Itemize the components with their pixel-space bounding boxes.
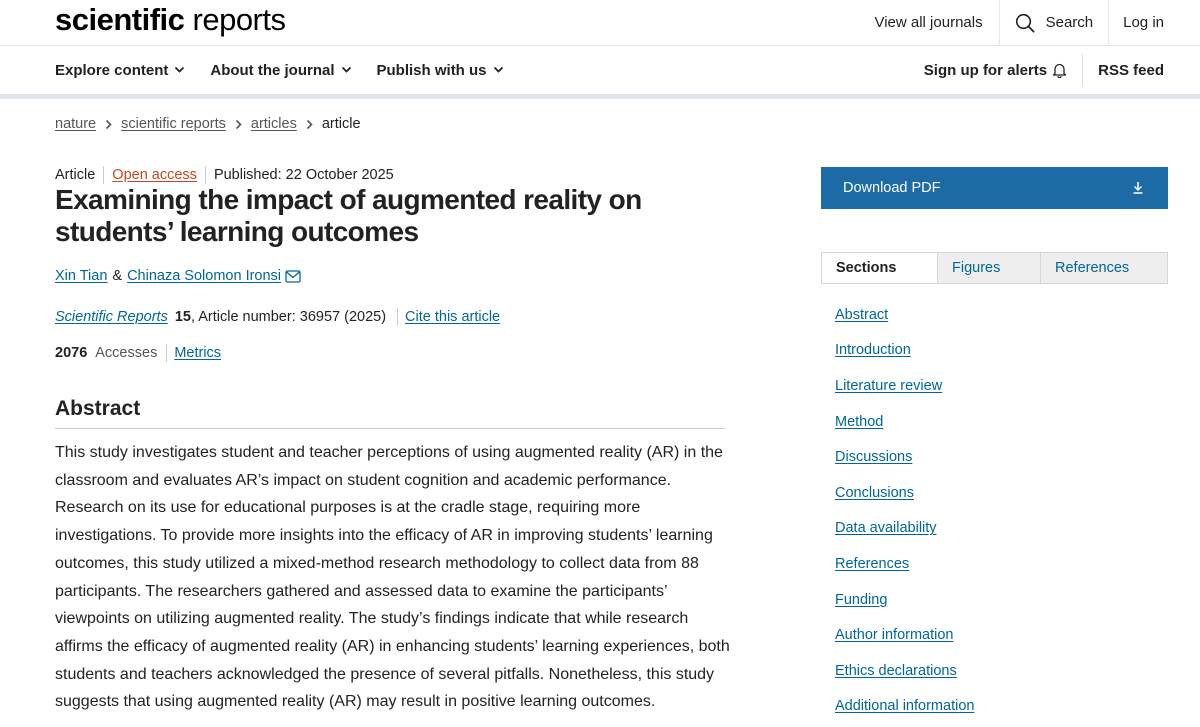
logo-word-light: reports bbox=[192, 2, 286, 37]
list-item bbox=[835, 404, 974, 440]
metrics-link[interactable]: Metrics bbox=[174, 345, 222, 361]
section-link-method[interactable]: Method bbox=[835, 413, 884, 430]
logo-word-bold: scientific bbox=[55, 2, 185, 37]
breadcrumb-current: article bbox=[321, 116, 361, 132]
journal-link[interactable]: Scientific Reports bbox=[55, 309, 168, 325]
rss-feed-link[interactable]: RSS feed bbox=[1082, 53, 1200, 87]
nav-explore-content-label: Explore content bbox=[55, 61, 169, 79]
section-link-data-availability[interactable]: Data availability bbox=[835, 520, 937, 537]
list-item bbox=[835, 475, 974, 511]
section-link-introduction[interactable]: Introduction bbox=[835, 342, 911, 359]
section-link-abstract[interactable]: Abstract bbox=[835, 306, 889, 323]
login-link[interactable]: Log in bbox=[1108, 0, 1200, 45]
tab-figures[interactable]: Figures bbox=[937, 253, 1040, 283]
bell-icon bbox=[1052, 62, 1067, 78]
envelope-icon[interactable] bbox=[285, 270, 301, 283]
nav-publish-with-us[interactable] bbox=[377, 62, 504, 79]
citation-divider bbox=[397, 308, 398, 326]
abstract-text: This study investigates student and teacher perceptions of using augmented reality (AR) in the classroom and evaluates AR’s impact on student cognition and academic performance. Research on its use for educational purposes is at the cradle stage, requiring more investigations. To provide more insights into the efficacy of AR in improving students’ learning outcomes, this study utilized a mixed-method research methodology to collect data from 88 participants. The researchers gathered and assessed data to examine the participants’ viewpoints on utilizing augmented reality. The study’s findings indicate that while research affirms the efficacy of augmented reality (AR) in enhancing students’ learning experiences, both students and teachers acknowledged the presence of several pitfalls. Nonetheless, this study suggests that using augmented reality (AR) may result in positive learning outcomes. bbox=[55, 444, 730, 711]
breadcrumb-nature[interactable]: nature bbox=[55, 116, 97, 132]
article-title: Examining the impact of augmented reality on students’ learning outcomes bbox=[55, 184, 642, 247]
metrics-divider bbox=[166, 344, 167, 362]
published-date: Published: 22 October 2025 bbox=[213, 167, 394, 183]
download-pdf-label: Download PDF bbox=[843, 180, 941, 196]
nav-divider bbox=[0, 94, 1200, 99]
section-link-funding[interactable]: Funding bbox=[835, 591, 888, 608]
author-separator: & bbox=[112, 268, 123, 284]
header-actions bbox=[856, 0, 1200, 45]
article-type: Article bbox=[55, 167, 96, 183]
list-item bbox=[835, 617, 974, 653]
search-button[interactable] bbox=[999, 0, 1109, 45]
chevron-right-icon bbox=[235, 119, 242, 130]
section-link-literature-review[interactable]: Literature review bbox=[835, 377, 943, 394]
breadcrumb-scientific-reports[interactable]: scientific reports bbox=[121, 116, 226, 132]
list-item bbox=[835, 653, 974, 689]
accesses-label: Accesses bbox=[95, 345, 158, 361]
article-number: , Article number: 36957 (2025) bbox=[190, 309, 387, 325]
list-item bbox=[835, 546, 974, 582]
breadcrumb bbox=[55, 116, 361, 132]
section-link-discussions[interactable]: Discussions bbox=[835, 449, 913, 466]
site-header bbox=[0, 0, 1200, 46]
abstract-heading: Abstract bbox=[55, 397, 725, 429]
view-all-journals-link[interactable]: View all journals bbox=[874, 14, 983, 31]
meta-divider bbox=[103, 166, 104, 184]
list-item bbox=[835, 439, 974, 475]
article-metrics bbox=[55, 344, 221, 362]
author-link[interactable]: Chinaza Solomon Ironsi bbox=[127, 268, 282, 284]
chevron-right-icon bbox=[306, 119, 313, 130]
list-item bbox=[835, 582, 974, 618]
tab-sections[interactable]: Sections bbox=[822, 253, 937, 283]
section-link-conclusions[interactable]: Conclusions bbox=[835, 484, 914, 501]
sidebar-tabs bbox=[821, 252, 1168, 284]
nav-explore-content[interactable] bbox=[55, 62, 185, 79]
nav-publish-with-us-label: Publish with us bbox=[376, 61, 487, 79]
download-icon bbox=[1132, 180, 1144, 195]
alerts-label: Sign up for alerts bbox=[923, 61, 1048, 79]
sign-up-alerts-button[interactable] bbox=[924, 53, 1082, 87]
author-list bbox=[55, 268, 301, 284]
chevron-down-icon bbox=[174, 66, 185, 74]
list-item bbox=[835, 689, 974, 725]
author-link[interactable]: Xin Tian bbox=[55, 268, 108, 284]
cite-this-article-link[interactable]: Cite this article bbox=[405, 309, 501, 325]
citation-line bbox=[55, 308, 500, 326]
journal-logo[interactable] bbox=[55, 3, 286, 37]
tab-references[interactable]: References bbox=[1040, 253, 1167, 283]
section-link-author-information[interactable]: Author information bbox=[835, 627, 954, 644]
list-item bbox=[835, 297, 974, 333]
list-item bbox=[835, 333, 974, 369]
volume-number: 15 bbox=[174, 309, 191, 325]
list-item bbox=[835, 511, 974, 547]
main-nav bbox=[0, 46, 1200, 94]
search-label: Search bbox=[1045, 14, 1094, 31]
breadcrumb-articles[interactable]: articles bbox=[250, 116, 297, 132]
section-link-ethics-declarations[interactable]: Ethics declarations bbox=[835, 662, 957, 679]
list-item bbox=[835, 368, 974, 404]
article-meta bbox=[55, 166, 394, 184]
chevron-down-icon bbox=[493, 66, 504, 74]
section-list bbox=[835, 297, 974, 724]
search-icon bbox=[1015, 13, 1035, 33]
section-link-additional-information[interactable]: Additional information bbox=[835, 698, 975, 715]
chevron-down-icon bbox=[341, 66, 352, 74]
section-link-references[interactable]: References bbox=[835, 555, 910, 572]
nav-about-journal[interactable] bbox=[210, 62, 351, 79]
nav-about-journal-label: About the journal bbox=[210, 61, 335, 79]
chevron-right-icon bbox=[105, 119, 112, 130]
meta-divider bbox=[205, 166, 206, 184]
accesses-count: 2076 bbox=[55, 345, 88, 361]
download-pdf-button[interactable] bbox=[821, 167, 1168, 209]
open-access-link[interactable]: Open access bbox=[112, 167, 197, 183]
